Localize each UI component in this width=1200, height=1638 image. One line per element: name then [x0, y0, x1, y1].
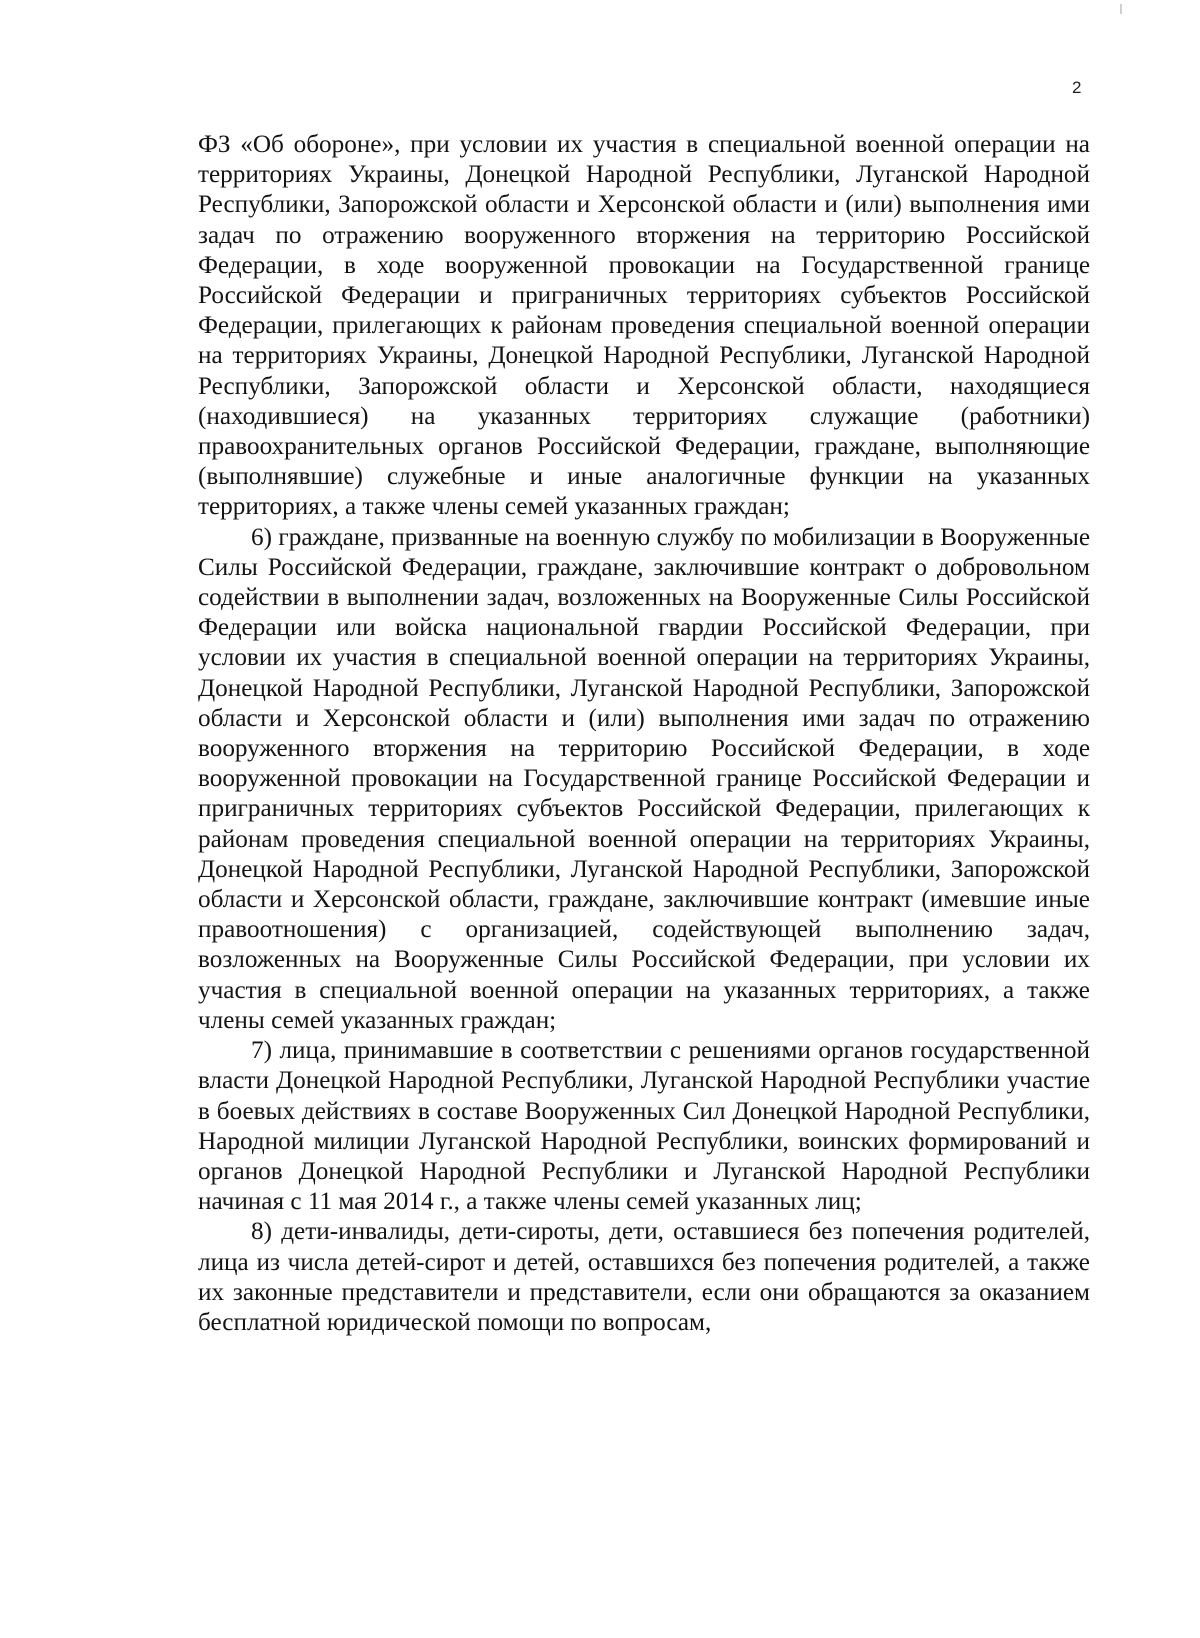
- paragraph-item-8: 8) дети-инвалиды, дети-сироты, дети, оставшиеся без попечения родителей, лица из числа детей-сирот и детей, оставшихся без попечения родителей, а также их законные представители и представители, если они обращаются за оказанием бесплатной юридической помощи по вопросам,: [198, 1218, 1090, 1336]
- paragraph-item-6: 6) граждане, призванные на военную службу по мобилизации в Вооруженные Силы Российской Федерации, граждане, заключившие контракт о добровольном содействии в выполнении задач, возложенных на Вооруженные Силы Российской Федерации или войска национальной гвардии Российской Федерации, при условии их участия в специальной военной операции на территориях Украины, Донецкой Народной Республики, Луганской Народной Республики, Запорожской области и Херсонской области и (или) выполнения ими задач по отражению вооруженного вторжения на территорию Российской Федерации, в ходе вооруженной провокации на Государственной границе Российской Федерации и приграничных территориях субъектов Российской Федерации, прилегающих к районам проведения специальной военной операции на территориях Украины, Донецкой Народной Республики, Луганской Народной Республики, Запорожской области и Херсонской области, граждане, заключившие контракт (имевшие иные правоотношения) с организацией, содействующей выполнению задач, возложенных на Вооруженные Силы Российской Федерации, при условии их участия в специальной военной операции на указанных территориях, а также члены семей указанных граждан;: [198, 523, 1090, 1034]
- scan-artifact-mark: [1120, 4, 1122, 14]
- paragraph-item-7: 7) лица, принимавшие в соответствии с решениями органов государственной власти Донецкой Народной Республики, Луганской Народной Республики участие в боевых действиях в составе Вооруженных Сил Донецкой Народной Республики, Народной милиции Луганской Народной Республики, воинских формирований и органов Донецкой Народной Республики и Луганской Народной Республики начиная с 11 мая 2014 г., а также члены семей указанных лиц;: [198, 1037, 1090, 1216]
- page-number: 2: [1072, 78, 1082, 97]
- paragraph-continuation: ФЗ «Об обороне», при условии их участия в специальной военной операции на территориях Украины, Донецкой Народной Республики, Луганской Народной Республики, Запорожской области и Херсонской области и (или) выполнения ими задач по отражению вооруженного вторжения на территорию Российской Федерации, в ходе вооруженной провокации на Государственной границе Российской Федерации и приграничных территориях субъектов Российской Федерации, прилегающих к районам проведения специальной военной операции на территориях Украины, Донецкой Народной Республики, Луганской Народной Республики, Запорожской области и Херсонской области, находящиеся (находившиеся) на указанных территориях служащие (работники) правоохранительных органов Российской Федерации, граждане, выполняющие (выполнявшие) служебные и иные аналогичные функции на указанных территориях, а также члены семей указанных граждан;: [198, 131, 1090, 521]
- document-body: [198, 130, 1090, 1338]
